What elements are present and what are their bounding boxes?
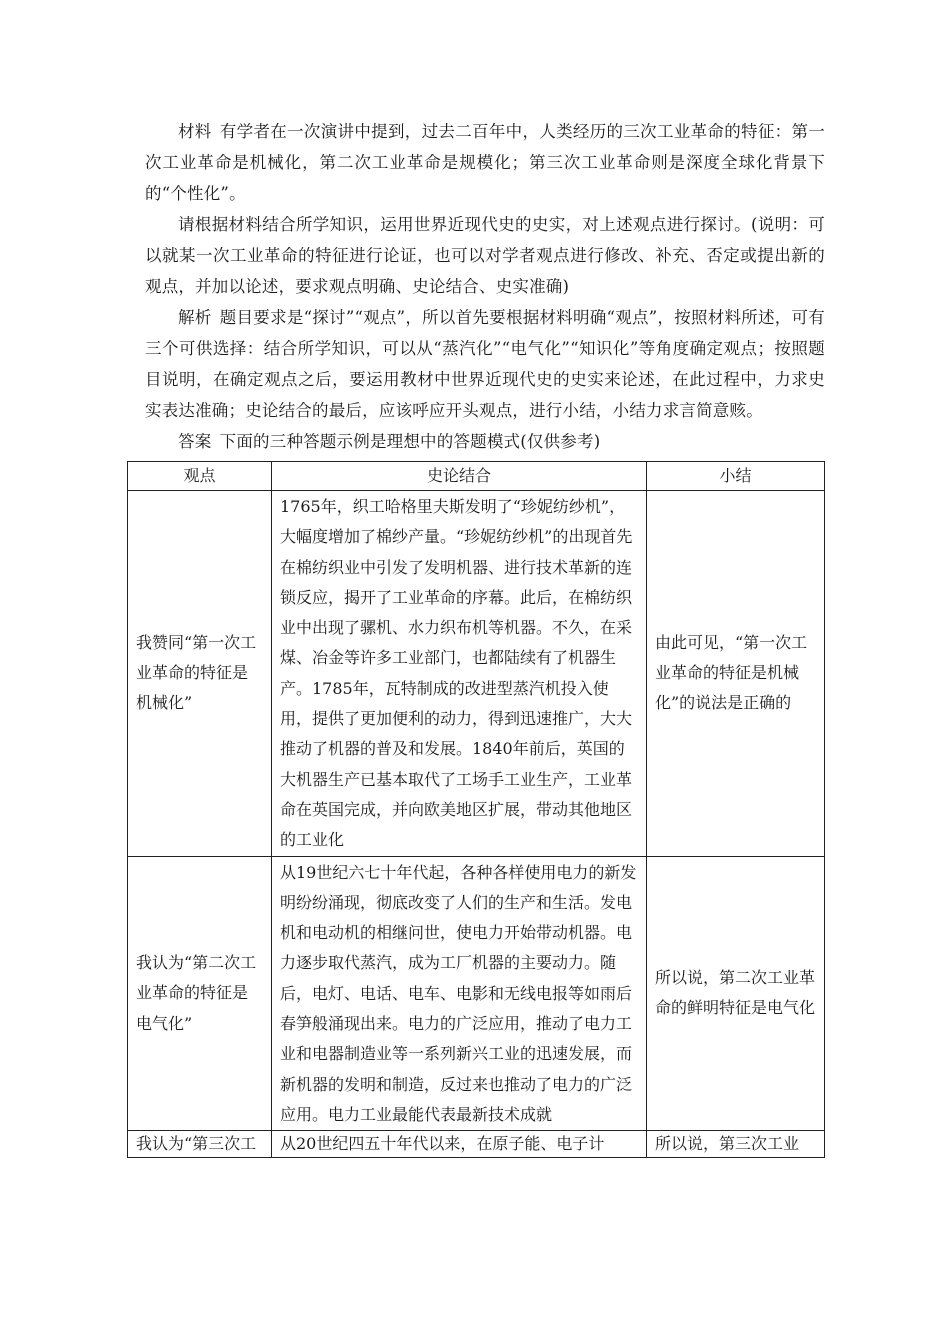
analysis-paragraph — [145, 302, 825, 426]
row-summary: 由此可见，“第一次工业革命的特征是机械化”的说法是正确的 — [647, 491, 825, 857]
answer-text: 下面的三种答题示例是理想中的答题模式(仅供参考) — [219, 432, 601, 451]
question-text: 请根据材料结合所学知识，运用世界近现代史的史实，对上述观点进行探讨。(说明：可以就某一次工业革命的特征进行论证，也可以对学者观点进行修改、补充、否定或提出新的观点，并加以论述，要求观点明确、史论结合、史实准确) — [145, 215, 825, 296]
header-summary: 小结 — [647, 462, 825, 491]
row-viewpoint: 我认为“第三次工 — [128, 1131, 272, 1158]
row-argument: 从19世纪六七十年代起，各种各样使用电力的新发明纷纷涌现，彻底改变了人们的生产和生活。发电机和电动机的相继问世，使电力开始带动机器。电力逐步取代蒸汽，成为工厂机器的主要动力。随后，电灯、电话、电车、电影和无线电报等如雨后春笋般涌现出来。电力的广泛应用，推动了电力工业和电器制造业等一系列新兴工业的迅速发展，而新机器的发明和制造，反过来也推动了电力的广泛应用。电力工业最能代表最新技术成就 — [272, 856, 647, 1131]
header-argument: 史论结合 — [272, 462, 647, 491]
material-label: 材料 — [178, 122, 212, 141]
table-row — [128, 1131, 825, 1158]
table-row — [128, 491, 825, 857]
table-row — [128, 856, 825, 1131]
document-body — [145, 116, 825, 457]
answer-paragraph — [145, 426, 825, 457]
material-paragraph — [145, 116, 825, 209]
row-summary: 所以说，第三次工业 — [647, 1131, 825, 1158]
material-text: 有学者在一次演讲中提到，过去二百年中，人类经历的三次工业革命的特征：第一次工业革命是机械化，第二次工业革命是规模化；第三次工业革命则是深度全球化背景下的“个性化”。 — [145, 122, 825, 203]
header-viewpoint: 观点 — [128, 462, 272, 491]
answer-table — [127, 461, 825, 1158]
question-paragraph — [145, 209, 825, 302]
table-header-row — [128, 462, 825, 491]
row-viewpoint: 我认为“第二次工业革命的特征是电气化” — [128, 856, 272, 1131]
row-argument: 1765年，织工哈格里夫斯发明了“珍妮纺纱机”，大幅度增加了棉纱产量。“珍妮纺纱机”的出现首先在棉纺织业中引发了发明机器、进行技术革新的连锁反应，揭开了工业革命的序幕。此后，在棉纺织业中出现了骡机、水力织布机等机器。不久，在采煤、冶金等许多工业部门，也都陆续有了机器生产。1785年，瓦特制成的改进型蒸汽机投入使用，提供了更加便利的动力，得到迅速推广，大大推动了机器的普及和发展。1840年前后，英国的大机器生产已基本取代了工场手工业生产，工业革命在英国完成，并向欧美地区扩展，带动其他地区的工业化 — [272, 491, 647, 857]
row-summary: 所以说，第二次工业革命的鲜明特征是电气化 — [647, 856, 825, 1131]
answer-label: 答案 — [178, 432, 212, 451]
analysis-text: 题目要求是“探讨”“观点”，所以首先要根据材料明确“观点”，按照材料所述，可有三个可供选择：结合所学知识，可以从“蒸汽化”“电气化”“知识化”等角度确定观点；按照题目说明，在确定观点之后，要运用教材中世界近现代史的史实来论述，在此过程中，力求史实表达准确；史论结合的最后，应该呼应开头观点，进行小结，小结力求言简意赅。 — [145, 308, 825, 420]
row-argument: 从20世纪四五十年代以来，在原子能、电子计 — [272, 1131, 647, 1158]
row-viewpoint: 我赞同“第一次工业革命的特征是机械化” — [128, 491, 272, 857]
analysis-label: 解析 — [178, 308, 212, 327]
